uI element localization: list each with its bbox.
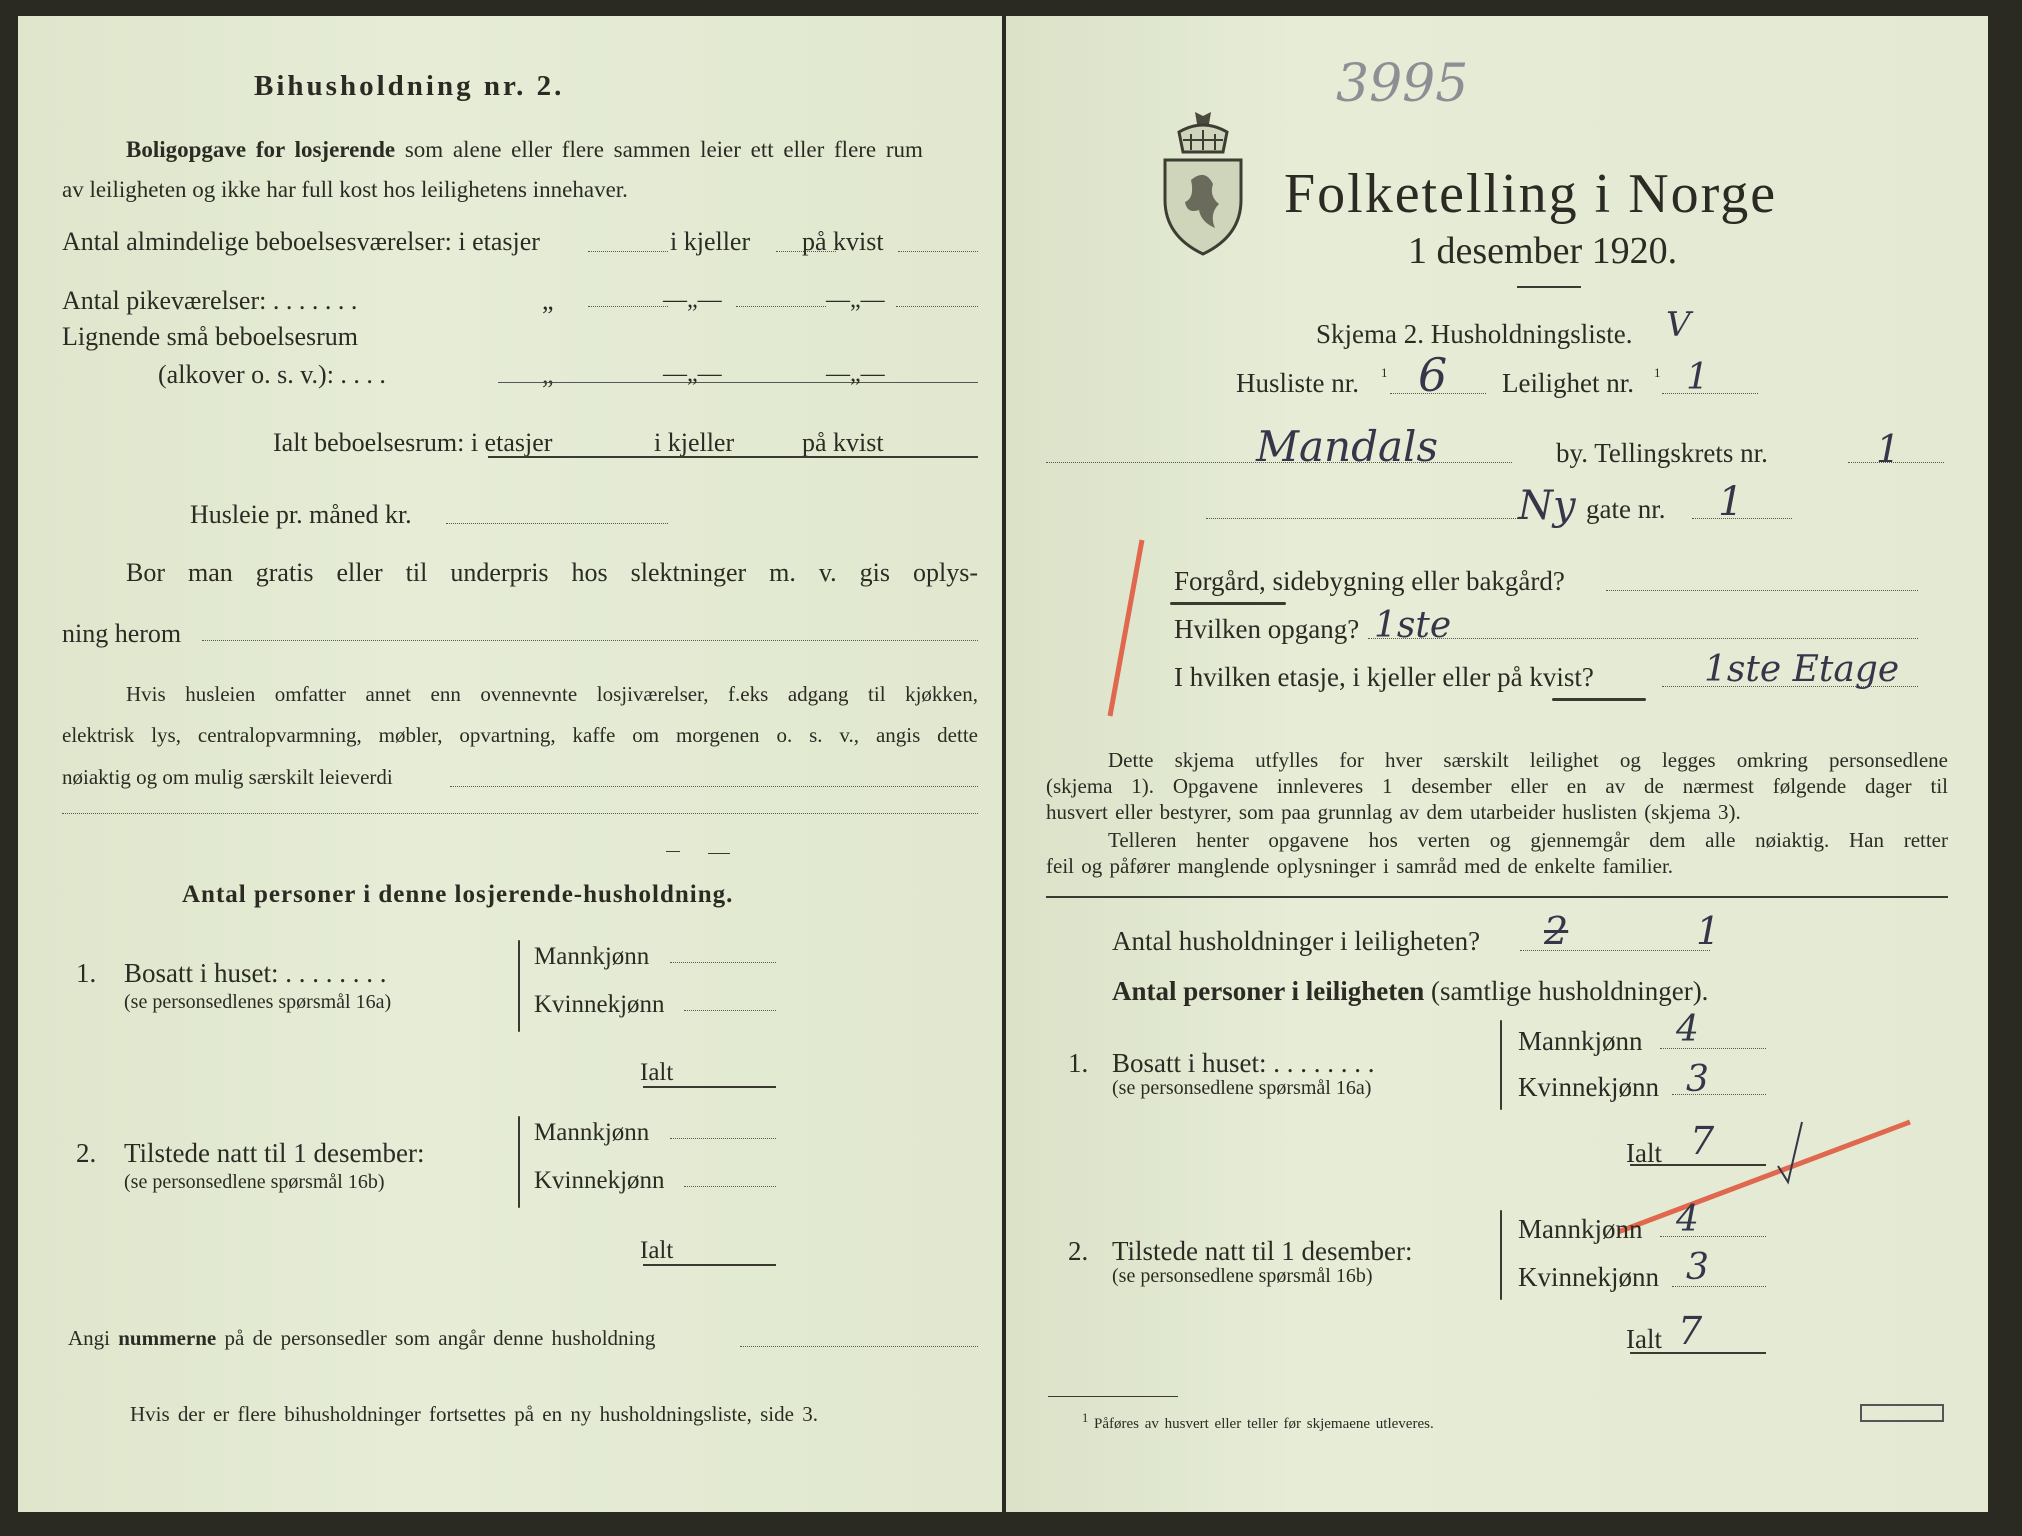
intro-bold: Boligopgave for losjerende [126,137,396,162]
q2-male-label: Mannkjønn [534,1119,650,1146]
q2-total-label: Ialt [1626,1324,1662,1354]
info-line: Dette skjema utfylles for hver særskilt leilighet og legges omkring personsedlene [1108,748,1948,772]
note-line3: nøiaktig og om mulig særskilt leieverdi [62,765,393,789]
street-field[interactable] [1206,518,1522,519]
pike-etasjer-field[interactable] [588,306,668,307]
q1-sub: (se personsedlenes spørsmål 16a) [124,991,392,1013]
footnote-ref: 1 [1381,365,1388,380]
archive-number: 3995 [1336,54,1469,114]
red-check-mark [1606,1096,1926,1246]
q1-total-label: Ialt [1626,1138,1662,1168]
persons-heading: Antal personer i leiligheten [1112,976,1425,1006]
q1-number: 1. [76,958,97,988]
continue-note: Hvis der er flere bihusholdninger fortsettes på en ny husholdningsliste, side 3. [130,1402,818,1426]
printer-stamp [1860,1404,1944,1422]
total-rooms-label: Ialt beboelsesrum: i etasjer [273,428,553,457]
floor-value: 1ste Etage [1704,649,1900,690]
rooms-label: Antal almindelige beboelsesværelser: i etasjer [62,227,540,256]
numbers-field[interactable] [740,1346,978,1347]
households-value: 1 [1696,909,1721,953]
rent-label: Husleie pr. måned kr. [190,500,412,529]
floor-question: I hvilken etasje, i kjeller eller på kvist? [1174,662,1594,692]
q1-label: Bosatt i huset: . . . . . . . . [1112,1048,1375,1078]
ditto-mark: —„— [826,361,885,387]
q1-female-value: 3 [1686,1059,1709,1100]
i-kjeller-label: i kjeller [654,428,735,457]
town-label: by. Tellingskrets nr. [1556,438,1768,468]
right-page [1006,16,1988,1512]
pike-kjeller-field[interactable] [736,306,826,307]
q1-label: Bosatt i huset: . . . . . . . . [124,958,387,988]
info-line: feil og påfører manglende oplysninger i samråd med de enkelte familier. [1046,854,1674,878]
persons-heading: Antal personer i denne losjerende-husholdning. [182,881,734,908]
entrance-question: Hvilken opgang? [1174,614,1360,644]
numbers-pre: Angi [68,1326,110,1350]
rent-field[interactable] [446,523,668,524]
town-value: Mandals [1256,422,1439,471]
q1-male-field[interactable] [670,962,776,963]
q2-female-label: Kvinnekjønn [534,1167,665,1194]
footnote-mark: 1 [1082,1411,1089,1425]
q2-number: 2. [76,1138,97,1168]
free-text-line1: Bor man gratis eller til underpris hos slektninger m. v. gis oplys- [126,558,978,587]
q1-male-value: 4 [1676,1009,1699,1050]
form-title: Folketelling i Norge [1284,163,1778,225]
q2-female-value: 3 [1686,1247,1709,1288]
ditto-mark: „ [542,360,554,389]
q2-male-label: Mannkjønn [1518,1214,1643,1244]
form-date: 1 desember 1920. [1408,230,1678,272]
numbers-bold: nummerne [118,1326,217,1350]
q2-sub: (se personsedlene spørsmål 16b) [1112,1265,1373,1287]
q2-total-value: 7 [1678,1309,1703,1353]
street-label: gate nr. [1586,494,1666,524]
q1-female-label: Kvinnekjønn [534,991,665,1018]
q2-total-label: Ialt [640,1237,674,1264]
free-info-field[interactable] [202,640,978,641]
pike-label: Antal pikeværelser: . . . . . . . [62,286,358,315]
rent-value-field-2[interactable] [62,813,978,814]
info-line: (skjema 1). Opgavene innleveres 1 desember eller en av de nærmest følgende dager til [1046,774,1948,798]
rooms-etasjer-field[interactable] [588,251,668,252]
footnote-text: Påføres av husvert eller teller før skjemaene utleveres. [1094,1416,1434,1432]
q2-male-value: 4 [1676,1199,1699,1240]
q1-male-label: Mannkjønn [1518,1026,1643,1056]
page-title: Bihusholdning nr. 2. [254,70,565,102]
free-text-line2: ning herom [62,619,182,648]
leilighet-field[interactable] [1662,393,1758,394]
ditto-mark: —„— [826,287,885,313]
total-rooms-underline [488,456,978,458]
schema-value: V [1666,305,1691,345]
street-value: Ny [1518,483,1576,529]
i-kjeller-label: i kjeller [670,227,751,256]
husliste-value: 6 [1418,348,1448,402]
small-rooms-label: Lignende små beboelsesrum [62,322,359,351]
info-line: husvert eller bestyrer, som paa grunnlag av dem utarbeider huslisten (skjema 3). [1046,800,1741,824]
ditto-mark: —„— [663,361,722,387]
footnote-ref: 1 [1654,365,1661,380]
q2-male-field[interactable] [670,1138,776,1139]
schema-label: Skjema 2. Husholdningsliste. [1316,319,1633,349]
krets-value: 1 [1876,427,1901,471]
red-pencil-mark [1102,536,1152,726]
street-nr-value: 1 [1718,479,1744,525]
q2-total-field[interactable] [643,1264,776,1266]
q2-number: 2. [1068,1236,1089,1266]
ditto-mark: —„— [663,287,722,313]
intro-line2: av leiligheten og ikke har full kost hos leilighetens innehaver. [62,177,628,202]
q1-total-value: 7 [1690,1119,1715,1163]
left-page [18,16,1002,1512]
building-question: Forgård, sidebygning eller bakgård? [1174,566,1565,596]
leilighet-value: 1 [1686,357,1709,398]
q2-female-field[interactable] [684,1186,776,1187]
entrance-value: 1ste [1374,605,1452,646]
intro-text: som alene eller flere sammen leier ett eller flere rum [404,137,923,162]
q2-sub: (se personsedlene spørsmål 16b) [124,1171,385,1193]
coat-of-arms-icon [1161,110,1245,256]
rooms-kvist-field[interactable] [898,251,978,252]
struck-value: 2 [1544,909,1569,953]
q1-female-field[interactable] [684,1010,776,1011]
section-divider [1046,896,1948,898]
paa-kvist-label: på kvist [802,227,884,256]
numbers-rest: på de personsedler som angår denne husholdning [224,1326,656,1350]
building-field[interactable] [1606,590,1918,591]
q2-label: Tilstede natt til 1 desember: [1112,1236,1413,1266]
q2-label: Tilstede natt til 1 desember: [124,1138,425,1168]
q1-female-label: Kvinnekjønn [1518,1072,1659,1102]
ditto-mark: „ [542,286,554,315]
households-label: Antal husholdninger i leiligheten? [1112,926,1481,956]
husliste-label: Husliste nr. [1236,368,1360,398]
rent-value-field[interactable] [450,786,978,787]
q2-female-label: Kvinnekjønn [1518,1262,1659,1292]
note-line2: elektrisk lys, centralopvarmning, møbler, opvartning, kaffe om morgenen o. s. v., angis dette [62,723,978,747]
pike-kvist-field[interactable] [896,306,978,307]
q1-total-label: Ialt [640,1059,674,1086]
leilighet-label: Leilighet nr. [1502,368,1634,398]
note-line1: Hvis husleien omfatter annet enn ovennevnte losjiværelser, f.eks adgang til kjøkken, [126,682,978,706]
q1-total-field[interactable] [643,1086,776,1088]
paa-kvist-label: på kvist [802,428,884,457]
q1-male-label: Mannkjønn [534,943,650,970]
small-rooms-label-2: (alkover o. s. v.): . . . . [158,360,386,389]
info-line: Telleren henter opgavene hos verten og gjennemgår dem alle nøiaktig. Han retter [1108,828,1948,852]
q1-number: 1. [1068,1048,1089,1078]
q1-sub: (se personsedlene spørsmål 16a) [1112,1077,1372,1099]
persons-heading-rest: (samtlige husholdninger). [1430,976,1709,1006]
